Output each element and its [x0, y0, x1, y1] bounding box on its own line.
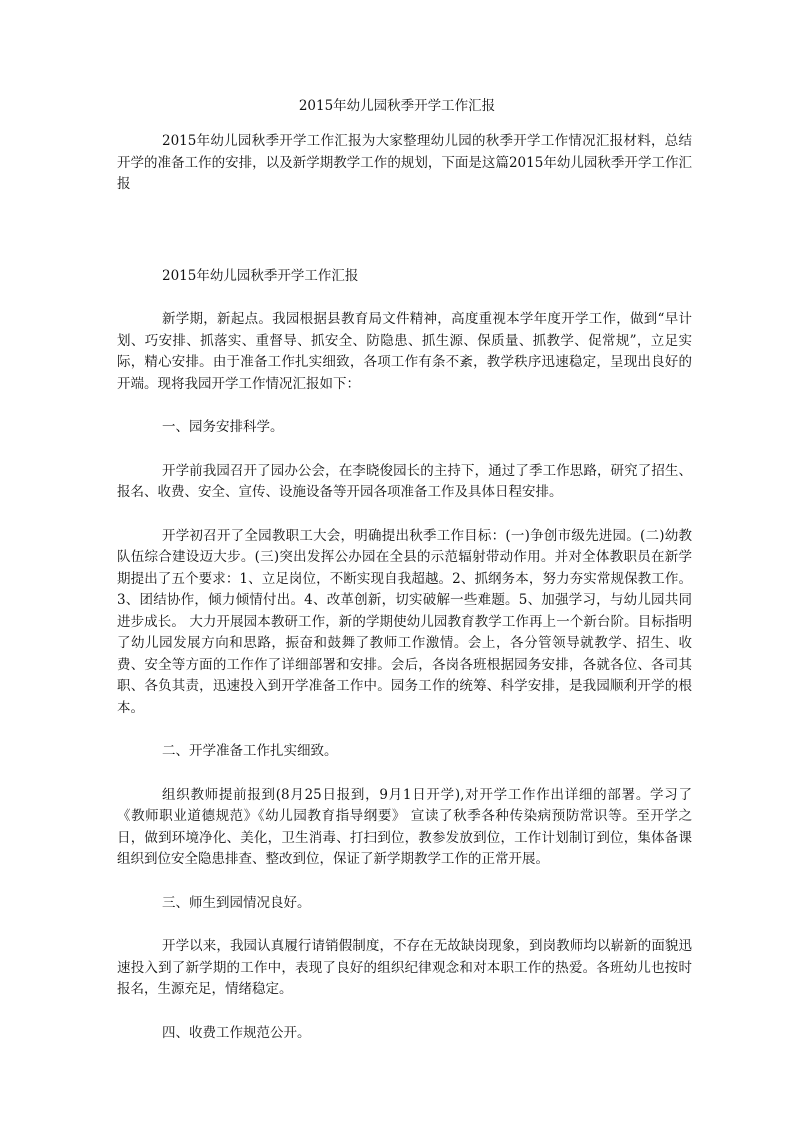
document-title: 2015年幼儿园秋季开学工作汇报 — [298, 98, 496, 114]
section-heading-3: 三、师生到园情况良好。 — [162, 894, 311, 911]
paragraph-opening: 新学期，新起点。我园根据县教育局文件精神，高度重视本学年度开学工作，做到“早计划、巧安排、抓落实、重督导、抓安全、防隐患、抓生源、保质量、抓教学、促常规”，立足实际，精心安排。由于准备工作扎实细致，各项工作有条不紊，教学秩序迅速稳定，呈现出良好的开端。现将我园开学工作情况汇报如下： — [117, 311, 692, 392]
section-heading-2: 二、开学准备工作扎实细致。 — [162, 743, 338, 759]
section-subtitle: 2015年幼儿园秋季开学工作汇报 — [162, 267, 359, 284]
intro-paragraph: 2015年幼儿园秋季开学工作汇报为大家整理幼儿园的秋季开学工作情况汇报材料，总结开学的准备工作的安排，以及新学期教学工作的规划，下面是这篇2015年幼儿园秋季开学工作汇报 — [117, 133, 692, 192]
paragraph-3: 开学以来，我园认真履行请销假制度，不存在无故缺岗现象，到岗教师均以崭新的面貌迅速投入到了新学期的工作中，表现了良好的组织纪律观念和对本职工作的热爱。各班幼儿也按时报名，生源充足，情绪稳定。 — [117, 938, 692, 997]
document-body — [117, 131, 692, 1066]
paragraph-2: 组织教师提前报到(8月25日报到，9月1日开学),对开学工作作出详细的部署。学习了《教师职业道德规范》《幼儿园教育指导纲要》 宣读了秋季各种传染病预防常识等。至开学之日，做到环境净化、美化，卫生消毒、打扫到位，教参发放到位，工作计划制订到位，集体备课组织到位安全隐患排查、整改到位，保证了新学期教学工作的正常开展。 — [117, 786, 692, 867]
section-heading-1: 一、园务安排科学。 — [162, 419, 284, 435]
paragraph-1a: 开学前我园召开了园办公会，在李晓俊园长的主持下，通过了季工作思路，研究了招生、报名、收费、安全、宣传、设施设备等开园各项准备工作及具体日程安排。 — [117, 462, 692, 500]
paragraph-1b: 开学初召开了全园教职工大会，明确提出秋季工作目标：(一)争创市级先进园。(二)幼教队伍综合建设迈大步。(三)突出发挥公办园在全县的示范辐射带动作用。并对全体教职员在新学期提出了五个要求：1、立足岗位，不断实现自我超越。2、抓纲务本，努力夯实常规保教工作。3、团结协作，倾力倾情付出。4、改革创新，切实破解一些难题。5、加强学习，与幼儿园共同进步成长。 大力开展园本教研工作，新的学期使幼儿园教育教学工作再上一个新台阶。目标指明了幼儿园发展方向和思路，振奋和鼓舞了教师工作激情。会上，各分管领导就教学、招生、收费、安全等方面的工作作了详细部署和安排。会后，各岗各班根据园务安排，各就各位、各司其职、各负其责，迅速投入到开学准备工作中。园务工作的统筹、科学安排，是我园顺利开学的根本。 — [117, 527, 692, 716]
section-heading-4: 四、收费工作规范公开。 — [162, 1024, 311, 1041]
